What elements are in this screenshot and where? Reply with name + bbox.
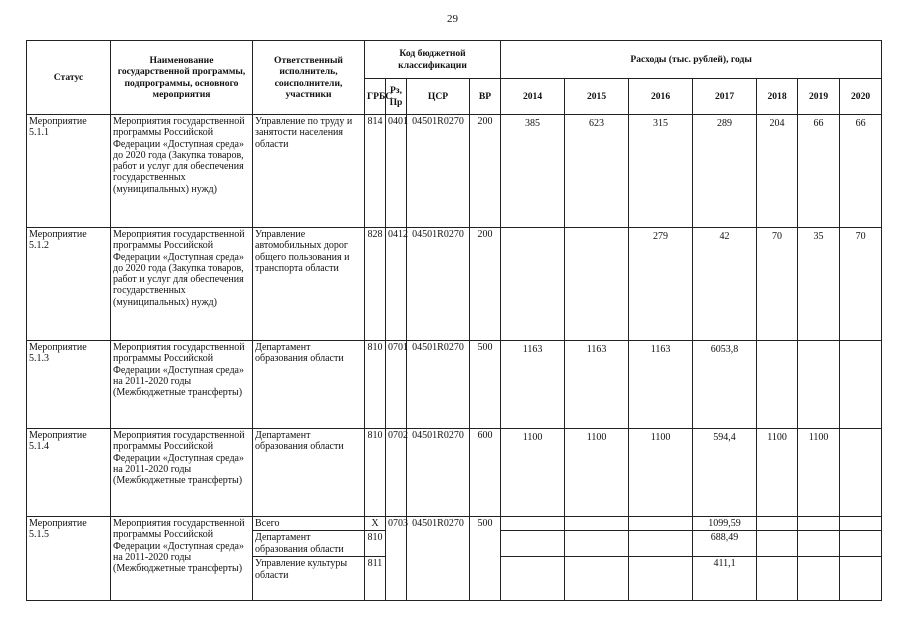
row-value	[798, 517, 840, 531]
row-value	[629, 517, 693, 531]
row-vr: 500	[470, 517, 501, 601]
row-value: 6053,8	[693, 341, 757, 429]
row-value: 289	[693, 115, 757, 228]
header-name: Наименование государственной программы, подпрограммы, основного мероприятия	[111, 41, 253, 115]
row-status: Мероприятие 5.1.1	[27, 115, 111, 228]
row-grbs: 810	[365, 531, 386, 557]
row-rzpr: 0702	[386, 429, 407, 517]
row-value: 1100	[565, 429, 629, 517]
table-row	[27, 517, 882, 531]
row-name: Мероприятия государственной программы Российской Федерации «Доступная среда» на 2011-2020 годы (Межбюджетные трансферты)	[111, 429, 253, 517]
row-grbs: Х	[365, 517, 386, 531]
row-value	[840, 531, 882, 557]
header-code: Код бюджетной классификации	[365, 41, 501, 79]
row-status: Мероприятие 5.1.5	[27, 517, 111, 601]
row-responsible: Всего	[253, 517, 365, 531]
row-name: Мероприятия государственной программы Российской Федерации «Доступная среда» до 2020 года (Закупка товаров, работ и услуг для обеспечения государственных (муниципальных) нужд)	[111, 228, 253, 341]
row-csr: 04501R0270	[407, 115, 470, 228]
row-status: Мероприятие 5.1.2	[27, 228, 111, 341]
page-number: 29	[447, 13, 458, 25]
row-value: 42	[693, 228, 757, 341]
table-row	[27, 341, 882, 429]
row-value	[501, 531, 565, 557]
row-vr: 600	[470, 429, 501, 517]
header-rzpr: Рз, Пр	[386, 79, 407, 115]
row-value	[501, 228, 565, 341]
table-row	[27, 228, 882, 341]
row-value	[840, 557, 882, 601]
row-value: 204	[757, 115, 798, 228]
row-value: 688,49	[693, 531, 757, 557]
row-value: 66	[798, 115, 840, 228]
row-value: 70	[757, 228, 798, 341]
budget-table	[26, 40, 882, 601]
row-name: Мероприятия государственной программы Российской Федерации «Доступная среда» на 2011-2020 годы (Межбюджетные трансферты)	[111, 517, 253, 601]
header-year: 2015	[565, 79, 629, 115]
header-responsible: Ответственный исполнитель, соисполнители, участники	[253, 41, 365, 115]
row-value	[757, 341, 798, 429]
row-responsible: Департамент образования области	[253, 341, 365, 429]
row-value: 1099,59	[693, 517, 757, 531]
row-value	[798, 531, 840, 557]
row-value	[840, 517, 882, 531]
header-vr: ВР	[470, 79, 501, 115]
row-csr: 04501R0270	[407, 341, 470, 429]
row-grbs: 810	[365, 341, 386, 429]
row-grbs: 828	[365, 228, 386, 341]
row-vr: 200	[470, 115, 501, 228]
row-rzpr: 0703	[386, 517, 407, 601]
row-value: 70	[840, 228, 882, 341]
header-year: 2016	[629, 79, 693, 115]
row-value	[565, 557, 629, 601]
row-status: Мероприятие 5.1.4	[27, 429, 111, 517]
row-value: 623	[565, 115, 629, 228]
header-grbs: ГРБС	[365, 79, 386, 115]
header-expenses: Расходы (тыс. рублей), годы	[501, 41, 882, 79]
row-grbs: 814	[365, 115, 386, 228]
header-year: 2017	[693, 79, 757, 115]
row-rzpr: 0401	[386, 115, 407, 228]
row-value	[501, 557, 565, 601]
row-value: 1100	[798, 429, 840, 517]
header-year: 2018	[757, 79, 798, 115]
row-value	[757, 557, 798, 601]
row-value: 1163	[629, 341, 693, 429]
row-value	[565, 517, 629, 531]
row-csr: 04501R0270	[407, 517, 470, 601]
row-value: 279	[629, 228, 693, 341]
row-vr: 500	[470, 341, 501, 429]
row-value	[840, 341, 882, 429]
row-value: 411,1	[693, 557, 757, 601]
row-status: Мероприятие 5.1.3	[27, 341, 111, 429]
row-responsible: Управление культуры области	[253, 557, 365, 601]
row-grbs: 811	[365, 557, 386, 601]
row-value: 1163	[501, 341, 565, 429]
row-value: 1100	[501, 429, 565, 517]
row-value: 385	[501, 115, 565, 228]
table-row	[27, 115, 882, 228]
header-status: Статус	[27, 41, 111, 115]
row-responsible: Управление по труду и занятости населения области	[253, 115, 365, 228]
row-value	[757, 531, 798, 557]
row-csr: 04501R0270	[407, 228, 470, 341]
row-value: 66	[840, 115, 882, 228]
row-value: 315	[629, 115, 693, 228]
row-value: 1100	[757, 429, 798, 517]
row-csr: 04501R0270	[407, 429, 470, 517]
row-rzpr: 0412	[386, 228, 407, 341]
row-name: Мероприятия государственной программы Российской Федерации «Доступная среда» до 2020 года (Закупка товаров, работ и услуг для обеспечения государственных (муниципальных) нужд)	[111, 115, 253, 228]
table-row	[27, 429, 882, 517]
row-value	[798, 341, 840, 429]
row-value	[565, 531, 629, 557]
row-vr: 200	[470, 228, 501, 341]
row-value	[501, 517, 565, 531]
header-year: 2019	[798, 79, 840, 115]
row-responsible: Управление автомобильных дорог общего пользования и транспорта области	[253, 228, 365, 341]
row-value	[629, 557, 693, 601]
row-value	[798, 557, 840, 601]
row-value	[565, 228, 629, 341]
header-year: 2020	[840, 79, 882, 115]
row-value: 1163	[565, 341, 629, 429]
header-csr: ЦСР	[407, 79, 470, 115]
row-value	[757, 517, 798, 531]
row-value	[629, 531, 693, 557]
row-value: 35	[798, 228, 840, 341]
row-value: 594,4	[693, 429, 757, 517]
row-responsible: Департамент образования области	[253, 429, 365, 517]
row-name: Мероприятия государственной программы Российской Федерации «Доступная среда» на 2011-2020 годы (Межбюджетные трансферты)	[111, 341, 253, 429]
row-value: 1100	[629, 429, 693, 517]
row-value	[840, 429, 882, 517]
row-rzpr: 0701	[386, 341, 407, 429]
row-grbs: 810	[365, 429, 386, 517]
header-year: 2014	[501, 79, 565, 115]
row-responsible: Департамент образования области	[253, 531, 365, 557]
